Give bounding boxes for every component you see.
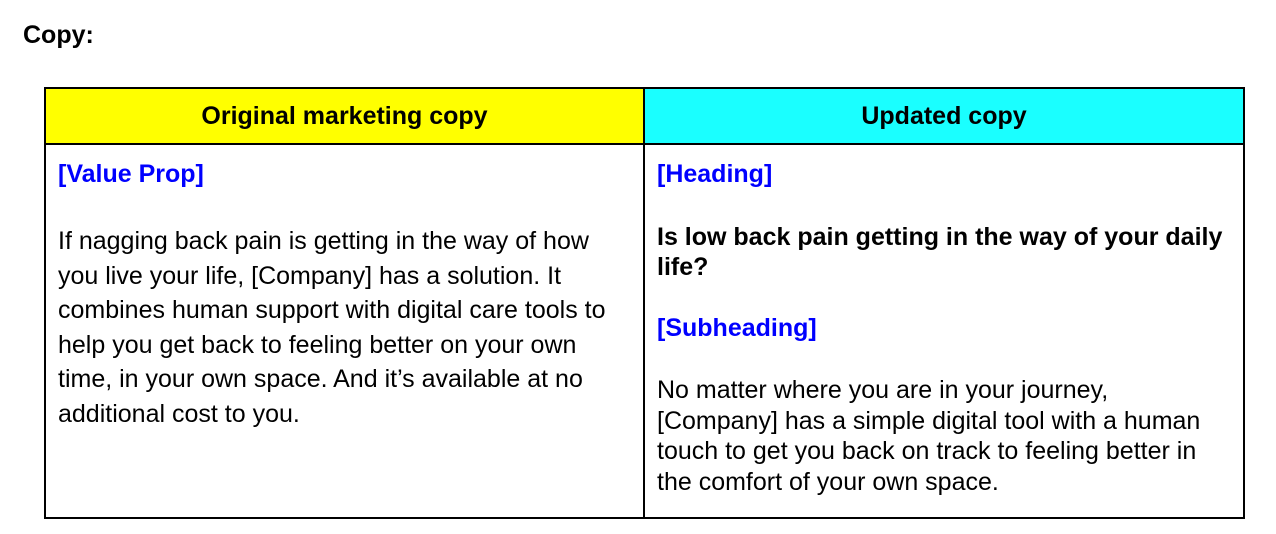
updated-copy-cell xyxy=(644,144,1244,518)
heading-tag: [Heading] xyxy=(657,160,773,188)
original-copy-cell xyxy=(45,144,644,518)
copy-comparison-table xyxy=(44,87,1245,519)
table-header-row xyxy=(45,88,1244,144)
updated-subheading-text: No matter where you are in your journey, [Company] has a simple digital tool with a human touch to get you back on track to feeling better in the comfort of your own space. xyxy=(657,376,1201,496)
page-title: Copy: xyxy=(23,21,94,49)
original-copy-header: Original marketing copy xyxy=(45,88,644,144)
value-prop-tag: [Value Prop] xyxy=(58,160,204,188)
original-copy-text: If nagging back pain is getting in the way of how you live your life, [Company] has a solution. It combines human support with digital care tools to help you get back to feeling better on your own time, in your own space. And it’s available at no additional cost to you. xyxy=(58,227,606,428)
updated-heading-text: Is low back pain getting in the way of your daily life? xyxy=(657,223,1223,281)
subheading-tag: [Subheading] xyxy=(657,314,817,342)
updated-copy-header: Updated copy xyxy=(644,88,1244,144)
table-row xyxy=(45,144,1244,518)
